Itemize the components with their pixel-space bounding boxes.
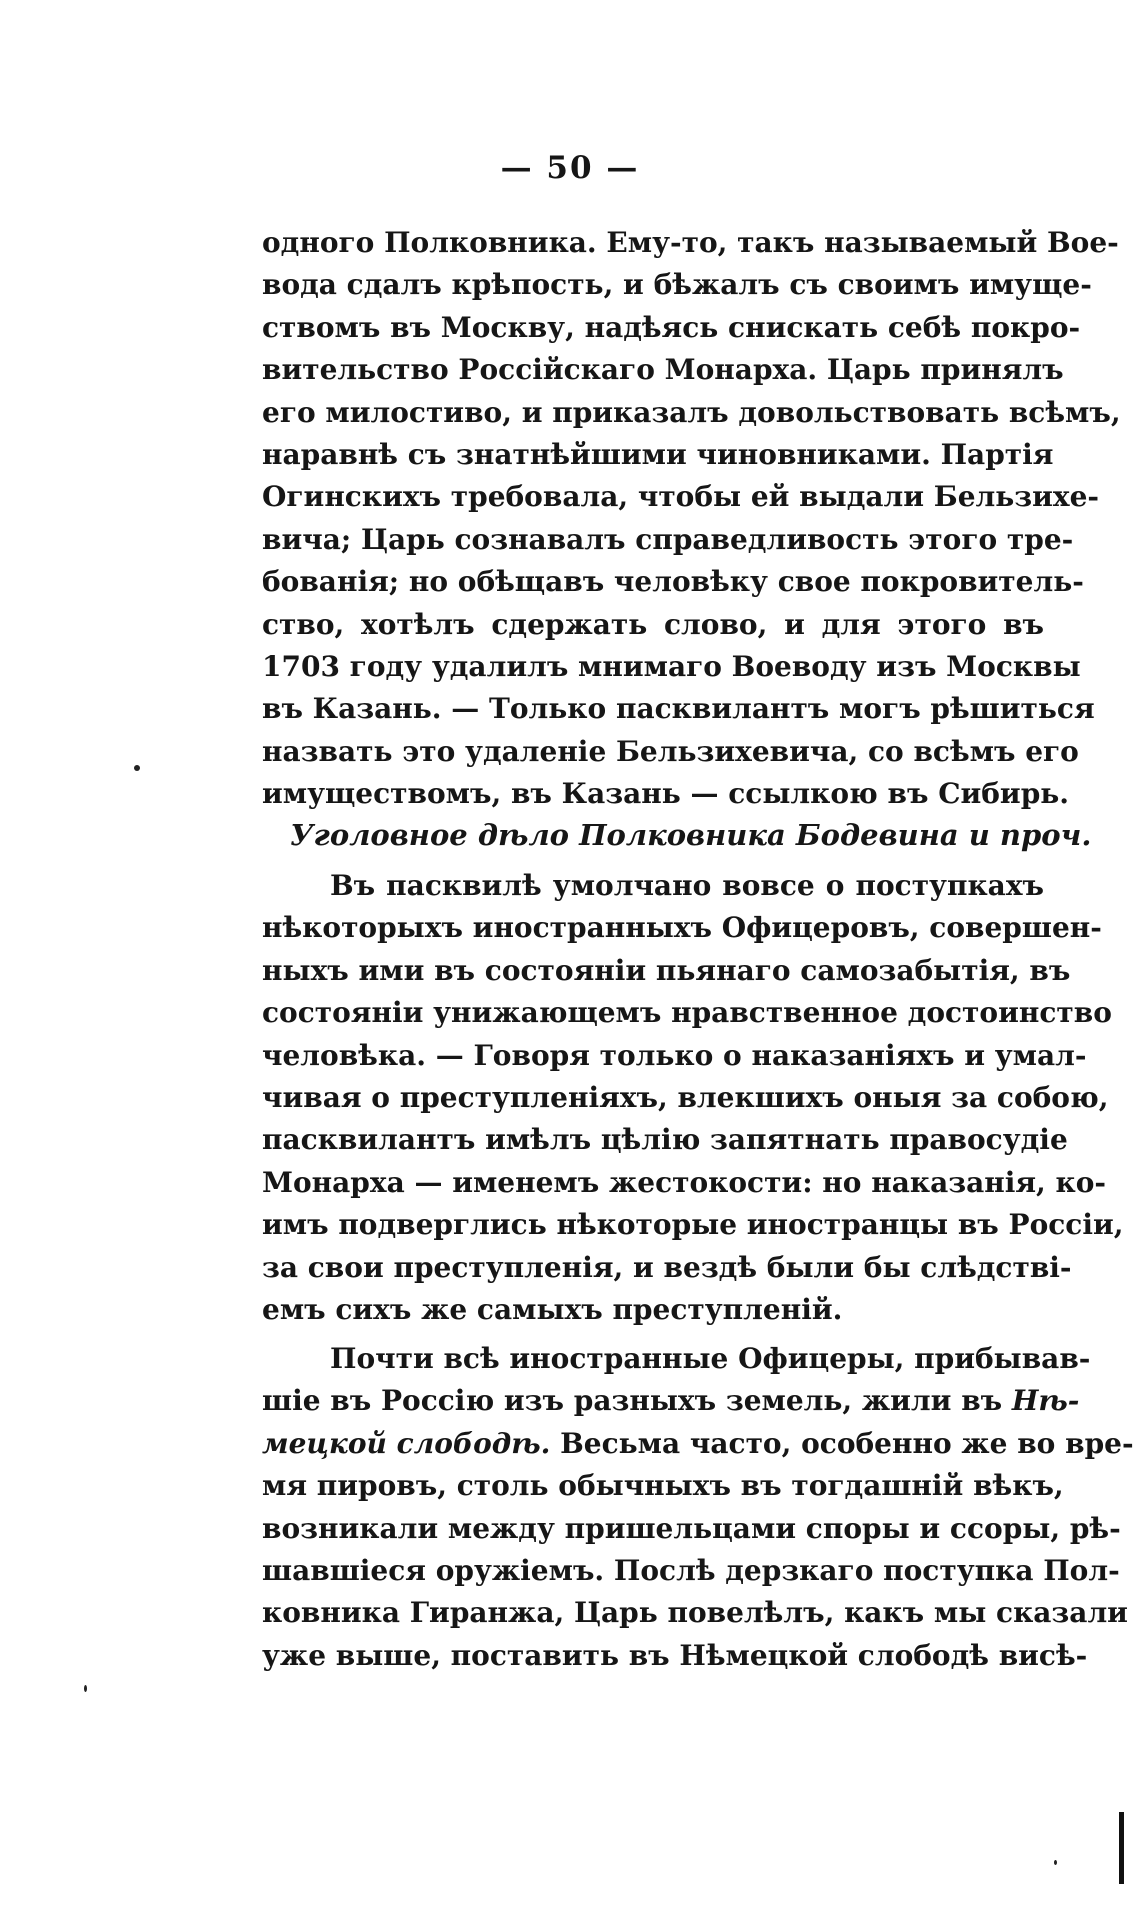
text-line: уже выше, поставить въ Нѣмецкой слободѣ висѣ- bbox=[262, 1638, 1088, 1672]
text-line: имъ подверглись нѣкоторые иностранцы въ Россіи, bbox=[262, 1208, 1124, 1242]
page-number: — 50 — bbox=[500, 150, 640, 186]
text-line: шавшіеся оружіемъ. Послѣ дерзкаго поступка Пол- bbox=[262, 1553, 1120, 1587]
paragraph-1 bbox=[262, 222, 1121, 815]
scan-speck bbox=[84, 1685, 87, 1692]
text-line: ковника Гиранжа, Царь повелѣлъ, какъ мы сказали bbox=[262, 1596, 1128, 1630]
text-line: Въ пасквилѣ умолчано вовсе о поступкахъ bbox=[330, 869, 1044, 902]
text-line: пасквилантъ имѣлъ цѣлію запятнать правосудіе bbox=[262, 1123, 1068, 1157]
text-line: Почти всѣ иностранные Офицеры, прибывав- bbox=[330, 1342, 1091, 1375]
paragraph-3 bbox=[262, 1338, 1134, 1677]
text-line: бованія; но обѣщавъ человѣку свое покровитель- bbox=[262, 565, 1084, 599]
emphasized-text: Нѣ- bbox=[1011, 1384, 1080, 1418]
text-line: назвать это удаленіе Бельзихевича, со всѣмъ его bbox=[262, 734, 1079, 768]
text-line: наравнѣ съ знатнѣйшими чиновниками. Партія bbox=[262, 437, 1054, 471]
line-text: шіе въ Россію изъ разныхъ земель, жили въ bbox=[262, 1384, 1012, 1418]
text-line bbox=[262, 1380, 1080, 1422]
scan-speck bbox=[134, 765, 140, 771]
line-text: Весьма часто, особенно же во вре- bbox=[550, 1426, 1134, 1460]
text-line: одного Полковника. Ему-то, такъ называемый Вое- bbox=[262, 226, 1119, 259]
text-line: чивая о преступленіяхъ, влекшихъ оныя за собою, bbox=[262, 1080, 1109, 1114]
emphasized-text: мецкой слободѣ. bbox=[262, 1426, 551, 1460]
scan-edge-mark bbox=[1119, 1812, 1124, 1884]
text-line: вода сдалъ крѣпость, и бѣжалъ съ своимъ имуще- bbox=[262, 268, 1092, 302]
section-heading: Уголовное дѣло Полковника Бодевина и проч. bbox=[290, 818, 1092, 852]
text-line: состояніи унижающемъ нравственное достоинство bbox=[262, 996, 1112, 1030]
text-line: Монарха — именемъ жестокости: но наказанія, ко- bbox=[262, 1165, 1107, 1199]
text-line: Огинскихъ требовала, чтобы ей выдали Бельзихе- bbox=[262, 480, 1100, 514]
text-line: 1703 году удалилъ мнимаго Воеводу изъ Москвы bbox=[262, 649, 1081, 683]
text-line: емъ сихъ же самыхъ преступленій. bbox=[262, 1292, 843, 1326]
paragraph-2 bbox=[262, 865, 1124, 1331]
text-line: мя пировъ, столь обычныхъ въ тогдашній вѣкъ, bbox=[262, 1469, 1064, 1503]
text-line bbox=[262, 1423, 1134, 1465]
text-line: вича; Царь сознавалъ справедливость этого тре- bbox=[262, 522, 1074, 556]
text-line: ныхъ ими въ состояніи пьянаго самозабытія, въ bbox=[262, 953, 1071, 987]
scan-speck bbox=[1054, 1860, 1057, 1865]
text-line: за свои преступленія, и вездѣ были бы слѣдстві- bbox=[262, 1250, 1072, 1284]
text-line: ство, хотѣлъ сдержать слово, и для этого въ bbox=[262, 607, 1044, 641]
text-line: въ Казань. — Только пасквилантъ могъ рѣшиться bbox=[262, 692, 1095, 726]
text-line: человѣка. — Говоря только о наказаніяхъ и умал- bbox=[262, 1038, 1087, 1072]
text-line: ствомъ въ Москву, надѣясь снискать себѣ покро- bbox=[262, 310, 1081, 344]
text-line: возникали между пришельцами споры и ссоры, рѣ- bbox=[262, 1511, 1121, 1545]
text-line: имуществомъ, въ Казань — ссылкою въ Сибирь. bbox=[262, 777, 1070, 811]
text-line: его милостиво, и приказалъ довольствовать всѣмъ, bbox=[262, 395, 1121, 429]
text-line: нѣкоторыхъ иностранныхъ Офицеровъ, совершен- bbox=[262, 911, 1102, 945]
text-line: вительство Россійскаго Монарха. Царь принялъ bbox=[262, 353, 1064, 387]
